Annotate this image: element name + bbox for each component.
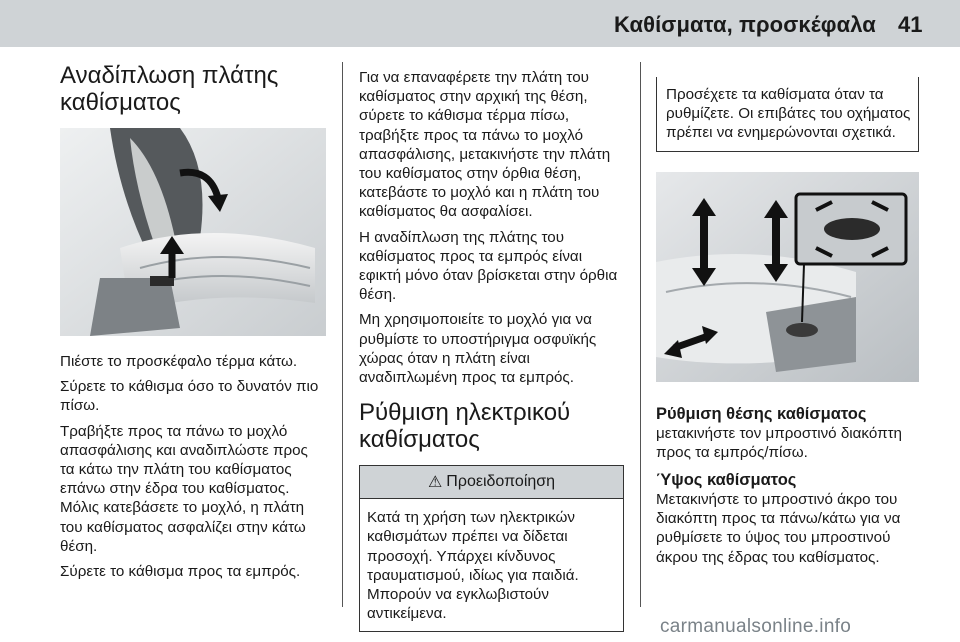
warning-text: Κατά τη χρήση των ηλεκτρικών καθισμάτων πρέπει να δίδεται προσοχή. Υπάρχει κίνδυνος τραυματισμού, ιδίως για παιδιά. Μπορούν να εγκλωβιστούν αντικείμενα. bbox=[367, 509, 579, 623]
paragraph: Σύρετε το κάθισμα προς τα εμπρός. bbox=[60, 563, 301, 581]
subheading-seat-position: Ρύθμιση θέσης καθίσματος bbox=[656, 404, 867, 423]
warning-triangle-icon: ⚠ bbox=[427, 474, 443, 492]
caution-box bbox=[656, 77, 919, 152]
column-1 bbox=[60, 62, 326, 587]
warning-box bbox=[359, 465, 624, 632]
warning-title: Προειδοποίηση bbox=[446, 473, 556, 491]
paragraph: Πιέστε το προσκέφαλο τέρμα κάτω. bbox=[60, 353, 298, 370]
fold-instructions bbox=[60, 352, 326, 581]
page-number: 41 bbox=[898, 12, 923, 37]
warning-header bbox=[360, 466, 623, 499]
paragraph: Για να επαναφέρετε την πλάτη του καθίσματος στην αρχική της θέση, σύρετε το κάθισμα τέρμα πίσω, τραβήξτε προς τα πάνω το μοχλό απασφάλισης, μετακινήστε την πλάτη του καθίσματος στην όρθια θέση, κατεβάστε το μοχλό και η πλάτη του καθίσματος θα ασφαλίσει. bbox=[359, 69, 611, 221]
section-heading-power-seat: Ρύθμιση ηλεκτρικού καθίσματος bbox=[359, 399, 571, 454]
column-divider bbox=[342, 62, 343, 607]
seat-position-section bbox=[656, 404, 919, 462]
paragraph: μετακινήστε τον μπροστινό διακόπτη προς τα εμπρός/πίσω. bbox=[656, 424, 902, 461]
paragraph: Μη χρησιμοποιείτε το μοχλό για να ρυθμίστε το υποστήριγμα οσφυϊκής χώρας όταν η πλάτη είναι αναδιπλωμένη προς τα εμπρός. bbox=[359, 311, 597, 387]
paragraph: Τραβήξτε προς τα πάνω το μοχλό απασφάλισης και αναδιπλώστε προς τα κάτω την πλάτη του καθίσματος επάνω στην έδρα του καθίσματος. Μόλις κατεβάσετε το μοχλό, η πλάτη του καθίσματος ασφαλίζει στην κάτω θέση. bbox=[60, 422, 308, 555]
section-heading-fold-backrest: Αναδίπλωση πλάτης καθίσματος bbox=[60, 62, 279, 116]
paragraph: Σύρετε το κάθισμα όσο το δυνατόν πιο πίσω. bbox=[60, 378, 319, 415]
power-seat-illustration bbox=[656, 172, 919, 382]
caution-text: Προσέχετε τα καθίσματα όταν τα ρυθμίζετε. Οι επιβάτες του οχήματος πρέπει να ενημερώνονται σχετικά. bbox=[666, 86, 911, 142]
paragraph: Η αναδίπλωση της πλάτης του καθίσματος προς τα εμπρός είναι εφικτή μόνο όταν βρίσκεται στην όρθια θέση. bbox=[359, 228, 618, 304]
power-seat-illustration-svg bbox=[656, 172, 919, 382]
paragraph: Μετακινήστε το μπροστινό άκρο του διακόπτη προς τα πάνω/κάτω για να ρυθμίσετε το ύψος του μπροστινού άκρου της έδρας του καθίσματος. bbox=[656, 491, 901, 566]
seat-fold-illustration-svg bbox=[60, 128, 326, 336]
seat-height-section bbox=[656, 470, 919, 567]
page-header-title: Καθίσματα, προσκέφαλα bbox=[614, 12, 876, 37]
watermark: carmanualsonline.info bbox=[660, 616, 852, 637]
column-2 bbox=[359, 68, 624, 632]
column-3 bbox=[656, 77, 919, 573]
seat-fold-illustration bbox=[60, 128, 326, 336]
subheading-seat-height: Ύψος καθίσματος bbox=[656, 471, 797, 490]
column-divider bbox=[640, 62, 641, 607]
